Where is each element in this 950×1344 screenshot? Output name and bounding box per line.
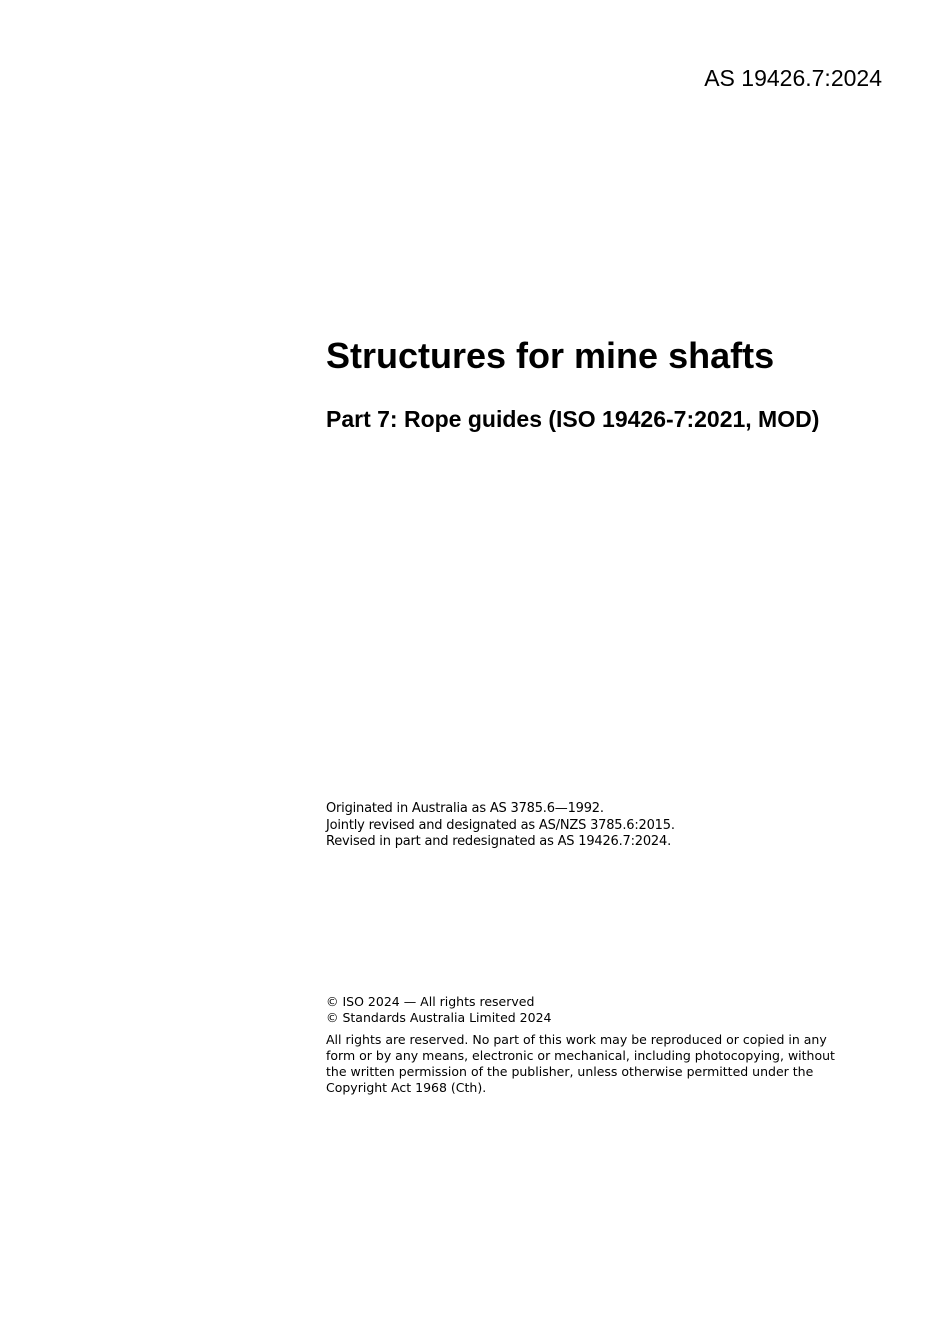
page-title: Structures for mine shafts [326,335,775,376]
rights-notice: All rights are reserved. No part of this work may be reproduced or copied in any form or by any means, electronic or mechanical, including photocopying, without the written permission of the publisher, unless otherwise permitted under the Copyright Act 1968 (Cth). [326,1032,835,1095]
title-block [326,334,906,433]
page-subtitle: Part 7: Rope guides (ISO 19426-7:2021, MOD) [326,406,820,432]
publication-history [326,801,886,851]
history-line-revised: Jointly revised and designated as AS/NZS 3785.6:2015. [326,817,675,833]
history-line-redesignated: Revised in part and redesignated as AS 19426.7:2024. [326,834,672,849]
copyright-iso: © ISO 2024 — All rights reserved [326,994,535,1009]
copyright-block [326,994,851,1096]
document-identifier: AS 19426.7:2024 [704,65,882,91]
history-line-originated: Originated in Australia as AS 3785.6—1992. [326,801,604,816]
copyright-standards-australia: © Standards Australia Limited 2024 [326,1010,552,1025]
